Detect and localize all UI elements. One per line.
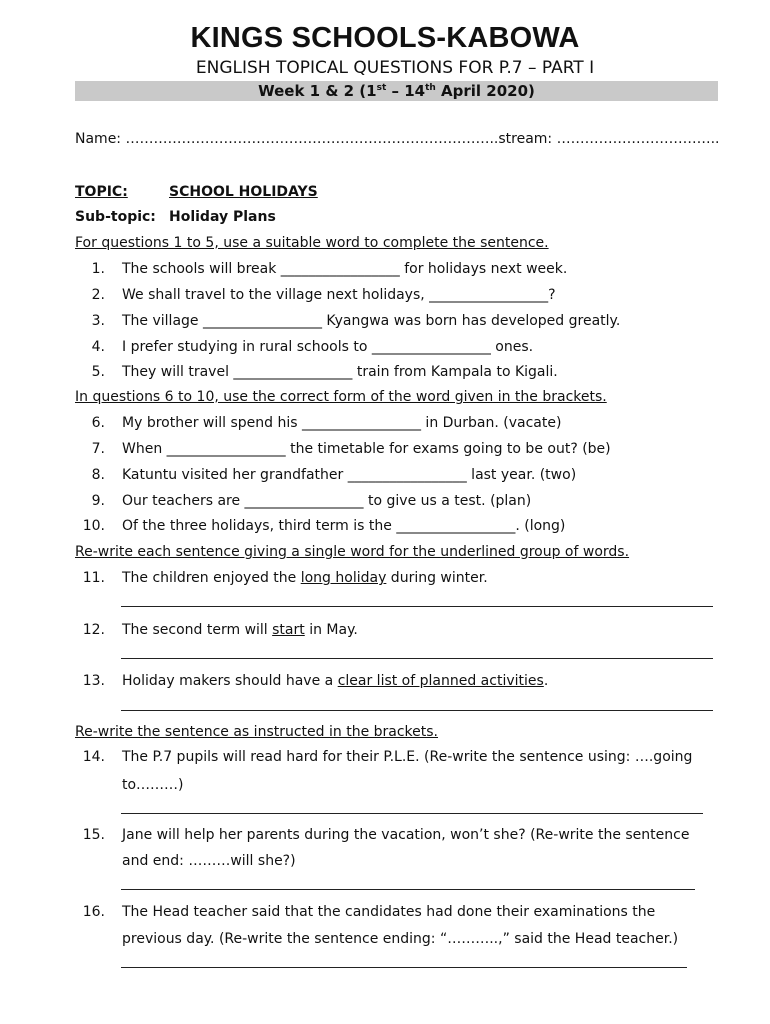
- question-number: 13.: [82, 673, 105, 689]
- text-after: in May.: [304, 622, 358, 638]
- answer-line-11[interactable]: [121, 606, 713, 607]
- week-sup-th: th: [425, 83, 436, 93]
- underlined-phrase: start: [272, 622, 305, 638]
- underlined-phrase: long holiday: [300, 570, 387, 586]
- worksheet-subtitle: ENGLISH TOPICAL QUESTIONS FOR P.7 – PART I: [195, 58, 595, 78]
- question-number: 3.: [91, 313, 105, 329]
- topic-label: TOPIC:: [75, 184, 128, 200]
- subtopic-line: [75, 209, 276, 225]
- question-text: The P.7 pupils will read hard for their P.L.E. (Re-write the sentence using: ….going: [122, 749, 693, 765]
- section-instruction-3: Re-write each sentence giving a single word for the underlined group of words.: [75, 544, 630, 560]
- question-number: 15.: [82, 827, 105, 843]
- question-text: [122, 673, 548, 689]
- section-instruction-1: For questions 1 to 5, use a suitable word to complete the sentence.: [75, 235, 549, 251]
- question-text: and end: ………will she?): [122, 853, 296, 869]
- question-number: 8.: [91, 467, 105, 483]
- section-instruction-4: Re-write the sentence as instructed in the brackets.: [75, 724, 439, 740]
- question-number: 5.: [91, 364, 105, 380]
- week-sup-st: st: [376, 83, 387, 93]
- question-text: My brother will spend his _________________ in Durban. (vacate): [122, 415, 562, 431]
- question-number: 7.: [91, 441, 105, 457]
- week-text-mid: – 14: [386, 82, 426, 100]
- text-after: during winter.: [386, 570, 488, 586]
- subtopic-label: Sub-topic:: [75, 209, 156, 225]
- question-number: 12.: [82, 622, 105, 638]
- answer-line-12[interactable]: [121, 658, 713, 659]
- question-text: They will travel _________________ train from Kampala to Kigali.: [122, 364, 558, 380]
- text-after: .: [543, 673, 549, 689]
- question-text: to………): [122, 777, 184, 793]
- question-text: Katuntu visited her grandfather _________________ last year. (two): [122, 467, 577, 483]
- topic-value: SCHOOL HOLIDAYS: [169, 184, 318, 200]
- question-text: previous day. (Re-write the sentence ending: “………..,” said the Head teacher.): [122, 931, 679, 947]
- question-number: 14.: [82, 749, 105, 765]
- school-name: KINGS SCHOOLS-KABOWA: [190, 22, 580, 54]
- name-stream-line: Name: ……………………………………………………………………..stream: ……………………………..: [75, 131, 720, 147]
- answer-line-16[interactable]: [121, 967, 687, 968]
- topic-line: [75, 184, 318, 200]
- answer-line-13[interactable]: [121, 710, 713, 711]
- question-text: [122, 622, 358, 638]
- question-text: We shall travel to the village next holidays, _________________?: [122, 287, 556, 303]
- question-number: 16.: [82, 904, 105, 920]
- week-text-start: Week 1 & 2 (1: [258, 82, 377, 100]
- week-banner: [75, 81, 718, 101]
- question-number: 2.: [91, 287, 105, 303]
- question-text: When _________________ the timetable for exams going to be out? (be): [122, 441, 611, 457]
- question-number: 9.: [91, 493, 105, 509]
- question-text: Of the three holidays, third term is the _________________. (long): [122, 518, 566, 534]
- question-text: Our teachers are _________________ to give us a test. (plan): [122, 493, 532, 509]
- question-text: Jane will help her parents during the vacation, won’t she? (Re-write the sentence: [122, 827, 690, 843]
- question-text: [122, 570, 488, 586]
- week-text-end: April 2020): [435, 82, 535, 100]
- question-number: 4.: [91, 339, 105, 355]
- answer-line-15[interactable]: [121, 889, 695, 890]
- section-instruction-2: In questions 6 to 10, use the correct form of the word given in the brackets.: [75, 389, 607, 405]
- subtopic-value: Holiday Plans: [169, 209, 276, 225]
- question-number: 1.: [91, 261, 105, 277]
- question-text: The village _________________ Kyangwa was born has developed greatly.: [122, 313, 621, 329]
- question-text: The Head teacher said that the candidates had done their examinations the: [122, 904, 656, 920]
- question-text: I prefer studying in rural schools to _________________ ones.: [122, 339, 534, 355]
- text-before: Holiday makers should have a: [122, 673, 338, 689]
- question-number: 6.: [91, 415, 105, 431]
- text-before: The children enjoyed the: [122, 570, 301, 586]
- question-number: 10.: [82, 518, 105, 534]
- answer-line-14[interactable]: [121, 813, 703, 814]
- question-text: The schools will break _________________ for holidays next week.: [122, 261, 568, 277]
- underlined-phrase: clear list of planned activities: [337, 673, 544, 689]
- text-before: The second term will: [122, 622, 273, 638]
- question-number: 11.: [82, 570, 105, 586]
